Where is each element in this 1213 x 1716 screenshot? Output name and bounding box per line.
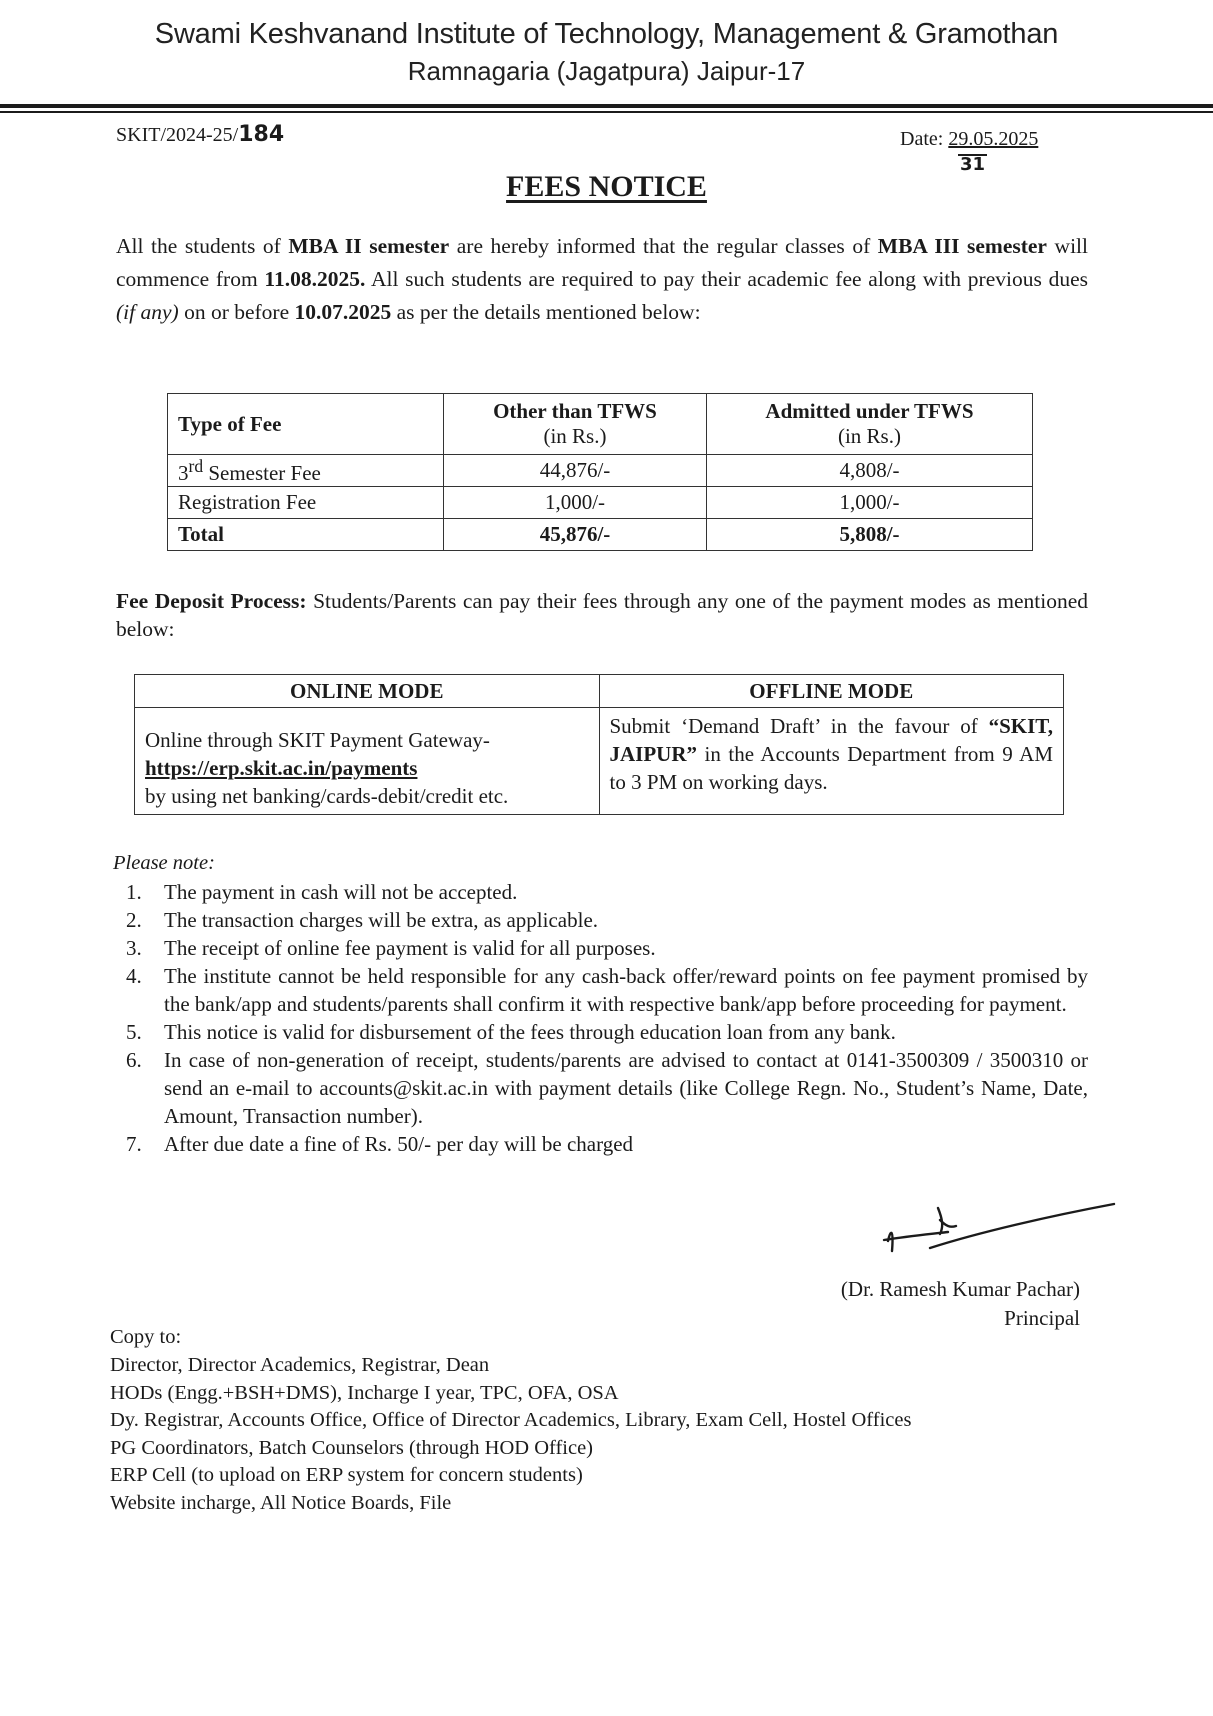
- copy-to-list: [110, 1352, 911, 1517]
- list-item: 2. The transaction charges will be extra, as applicable.: [126, 908, 599, 932]
- fee-table: [167, 393, 1033, 551]
- fee-other-cell: 44,876/-: [444, 455, 707, 487]
- intro-due-date: 10.07.2025: [294, 300, 392, 324]
- fee-header-tfws: Admitted under TFWS (in Rs.): [706, 394, 1032, 455]
- fee-tfws-cell: 1,000/-: [706, 487, 1032, 519]
- signatory-name: (Dr. Ramesh Kumar Pachar): [840, 1277, 1080, 1301]
- list-item: ERP Cell (to upload on ERP system for concern students): [110, 1464, 583, 1486]
- fee-tfws-cell: 4,808/-: [706, 455, 1032, 487]
- notes-list: [120, 878, 1088, 1158]
- date-value: 29.05.2025: [948, 128, 1039, 150]
- table-row: [168, 455, 1033, 487]
- mode-header-row: [135, 675, 1064, 708]
- fee-header-other: Other than TFWS (in Rs.): [444, 394, 707, 455]
- online-mode-header: ONLINE MODE: [135, 675, 600, 708]
- payment-gateway-link[interactable]: https://erp.skit.ac.in/payments: [145, 756, 418, 780]
- fee-total-row: [168, 519, 1033, 551]
- reference-number: [116, 122, 284, 147]
- intro-paragraph: All the students of MBA II semester are hereby informed that the regular classes of MBA III semester will commence from 11.08.2025. All such students are required to pay their academic fee along with previous dues (if any) on or before 10.07.2025 as per the details mentioned below:: [116, 234, 1088, 324]
- list-item: 1. The payment in cash will not be accepted.: [126, 880, 518, 904]
- header-rule-thick: [0, 104, 1213, 108]
- intro-if-any: (if any): [116, 300, 179, 324]
- date-label: Date:: [900, 128, 944, 150]
- fee-total-label: Total: [168, 519, 444, 551]
- intro-mba3: MBA III semester: [877, 234, 1047, 258]
- list-item: 7. After due date a fine of Rs. 50/- per day will be charged: [126, 1132, 634, 1156]
- list-item: 3. The receipt of online fee payment is valid for all purposes.: [126, 936, 656, 960]
- reference-prefix: SKIT/2024-25/: [116, 124, 239, 146]
- header-rule-thin: [0, 111, 1213, 113]
- offline-mode-details: Submit ‘Demand Draft’ in the favour of “SKIT, JAIPUR” in the Accounts Department from 9 AM to 3 PM on working days.: [599, 708, 1064, 815]
- fee-total-tfws: 5,808/-: [706, 519, 1032, 551]
- fee-total-other: 45,876/-: [444, 519, 707, 551]
- list-item: Director, Director Academics, Registrar, Dean: [110, 1354, 490, 1376]
- list-item: Dy. Registrar, Accounts Office, Office of Director Academics, Library, Exam Cell, Hostel Offices: [110, 1409, 912, 1431]
- offline-mode-header: OFFLINE MODE: [599, 675, 1064, 708]
- list-item: Website incharge, All Notice Boards, File: [110, 1491, 452, 1514]
- fee-type-cell: 3rd Semester Fee: [168, 455, 444, 487]
- date-correction: 31: [960, 154, 986, 175]
- mode-detail-row: [135, 708, 1064, 815]
- payment-mode-table: [134, 674, 1064, 815]
- fee-type-cell: Registration Fee: [168, 487, 444, 519]
- deposit-label: Fee Deposit Process:: [116, 589, 307, 613]
- fee-other-cell: 1,000/-: [444, 487, 707, 519]
- online-mode-details: Online through SKIT Payment Gateway- https://erp.skit.ac.in/payments by using net banking/cards-debit/credit etc.: [135, 708, 600, 815]
- dd-payee: “SKIT, JAIPUR”: [609, 714, 1053, 766]
- notice-title: [0, 170, 1213, 204]
- reference-handwritten-number: 184: [238, 122, 285, 147]
- list-item: 5. This notice is valid for disbursement of the fees through education loan from any bank.: [126, 1020, 896, 1044]
- signature-mark: [880, 1196, 1120, 1276]
- fee-header-type: Type of Fee: [168, 394, 444, 455]
- copy-to-heading: Copy to:: [110, 1326, 182, 1348]
- list-item: PG Coordinators, Batch Counselors (through HOD Office): [110, 1436, 594, 1459]
- intro-start-date: 11.08.2025.: [264, 267, 366, 291]
- fee-table-header-row: [168, 394, 1033, 455]
- notes-heading: Please note:: [113, 852, 215, 874]
- institute-address: Ramnagaria (Jagatpura) Jaipur-17: [407, 56, 806, 86]
- table-row: [168, 487, 1033, 519]
- deposit-paragraph: Fee Deposit Process: Students/Parents can pay their fees through any one of the payment modes as mentioned below:: [116, 589, 1088, 641]
- signatory-designation: Principal: [1004, 1306, 1080, 1330]
- intro-mba2: MBA II semester: [288, 234, 450, 258]
- list-item: 6. In case of non-generation of receipt, students/parents are advised to contact at 0141-3500309 / 3500310 or send an e-mail to accounts@skit.ac.in with payment details (like College Regn. No., Student’s Name, Date, Amount, Transaction number).: [126, 1048, 1088, 1128]
- institute-name: Swami Keshvanand Institute of Technology, Management & Gramothan: [154, 18, 1059, 50]
- list-item: HODs (Engg.+BSH+DMS), Incharge I year, TPC, OFA, OSA: [110, 1381, 619, 1404]
- notice-date: [900, 128, 1038, 151]
- list-item: 4. The institute cannot be held responsible for any cash-back offer/reward points on fee payment promised by the bank/app and students/parents shall confirm it with respective bank/app before proceeding for payment.: [126, 964, 1088, 1016]
- notice-title-text: FEES NOTICE: [506, 170, 707, 203]
